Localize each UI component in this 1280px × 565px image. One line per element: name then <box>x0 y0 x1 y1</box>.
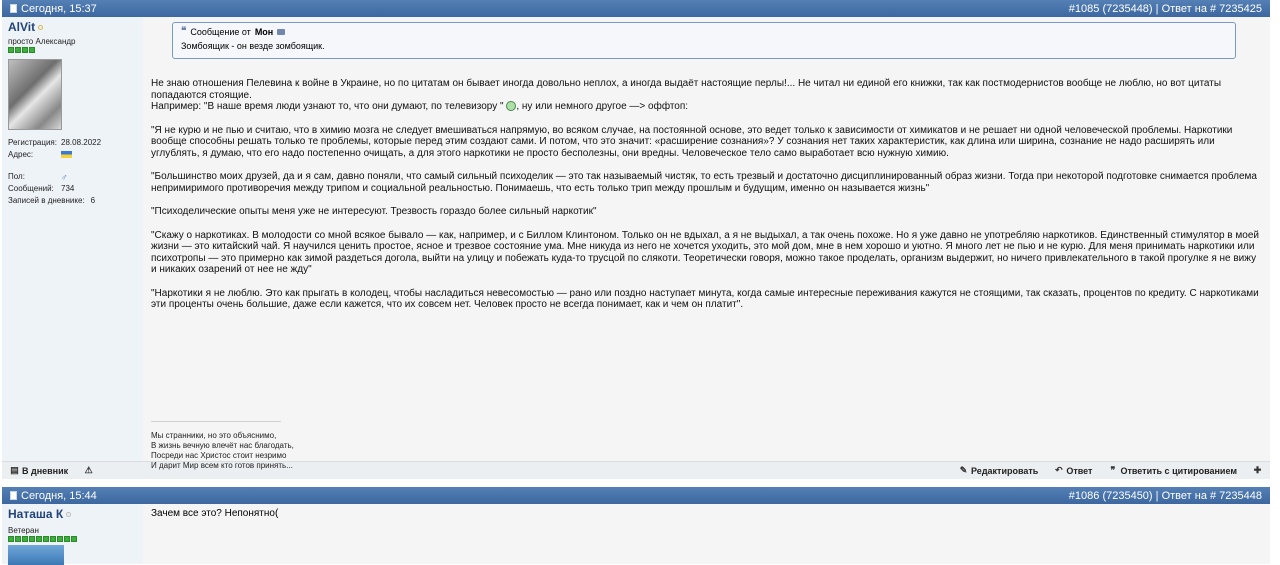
post-date: Сегодня, 15:37 <box>21 2 97 15</box>
signature: Мы странники, но это объяснимо, В жизнь вечную влечёт нас благодать, Посреди нас Христос стоит незримо И дарит Мир всем кто готов принять... <box>151 431 294 470</box>
post-number-link[interactable]: #1085 (7235448) <box>1068 2 1153 15</box>
paragraph: "Психоделические опыты меня уже не интересуют. Трезвость гораздо более сильный наркотик" <box>151 206 597 217</box>
message-text <box>151 78 1261 323</box>
paragraph: Например: "В наше время люди узнают то, что они думают, по телевизору " <box>151 101 504 112</box>
quote-header: Сообщение от <box>190 26 251 37</box>
reply-to-link[interactable]: # 7235425 <box>1210 2 1262 15</box>
ukraine-flag-icon <box>61 151 72 158</box>
quote-icon: ❝ <box>181 26 187 37</box>
reputation-bar <box>8 536 137 542</box>
message-text: Зачем все это? Непонятно( <box>151 508 279 519</box>
paragraph: "Я не курю и не пью и считаю, что в химию мозга не следует вмешиваться напрямую, во всяком случае, на постоянной основе, это ведет только к зависимости от химикатов и не решает ни одной человеческой проблемы. Наркотики вообще способны решать только те проблемы, которые перед этим создают сами. И потом, что это значит: «расширение сознания»? У сознания нет таких характеристик, как длина или ширина, сознание не надо расширять или углублять, я думаю, что его надо постепенно очищать, а для этого наркотики не просто бесполезны, они вредны. Человеческое тело само выработает всю нужную химию. <box>151 124 1233 159</box>
reg-value: 28.08.2022 <box>61 138 102 147</box>
paragraph: "Скажу о наркотиках. В молодости со мной всякое бывало — как, например, и с Биллом Клинтоном. Только он не вдыхал, а я не выдыхал, а так очень похоже. Но я уже давно не употребляю наркотиков. Единственный стимулятор в моей жизни — это китайский чай. Я научился ценить простое, ясное и трезвое состояние ума. Мне никуда из него не хочется уходить, это мой дом, мне в нем хорошо и уютно. Я много лет не пью и не курю. Для меня принимать наркотики или психотропы — это примерно как зимой раздеться догола, выйти на улицу и побежать куда-то трусцой по слякоти. Теоретически говоря, можно такое проделать, организм выдержит, но ничего привлекательного в такой прогулке я не вижу и никаких озарений от нее не жду" <box>151 229 1259 275</box>
avatar[interactable] <box>8 545 64 565</box>
user-info <box>2 504 143 564</box>
quote-text: Зомбоящик - он везде зомбоящик. <box>181 41 325 51</box>
diary-button[interactable]: ▤ В дневник <box>10 465 69 476</box>
pencil-icon: ✎ <box>959 465 968 475</box>
username-link[interactable]: Наташа К <box>8 507 64 521</box>
post-date: Сегодня, 15:44 <box>21 489 97 502</box>
message-content <box>143 17 1270 470</box>
post-icon <box>10 491 17 500</box>
reply-button[interactable]: ↶ Ответ <box>1055 465 1093 476</box>
multiquote-button[interactable] <box>1253 466 1262 475</box>
reply-arrow-icon: ↶ <box>1055 465 1063 475</box>
report-button[interactable] <box>84 466 93 475</box>
avatar[interactable] <box>8 59 62 130</box>
paragraph: , ну или немного другое —> оффтоп: <box>516 101 689 112</box>
message-content <box>143 504 1270 564</box>
post-number-link[interactable]: #1086 (7235450) <box>1068 489 1153 502</box>
view-post-icon[interactable] <box>277 29 285 35</box>
reply-to-label: Ответ на <box>1161 489 1207 502</box>
post-body <box>2 17 1270 470</box>
online-status-icon <box>38 25 43 30</box>
user-info <box>2 17 143 461</box>
quote-bubble-icon: ❞ <box>1110 465 1116 475</box>
username-link[interactable]: AlVit <box>8 20 36 34</box>
post-icon <box>10 4 17 13</box>
signature-divider <box>151 421 281 422</box>
post-body <box>2 504 1270 564</box>
quote-author: Мон <box>254 26 274 37</box>
addr-label: Адрес: <box>8 150 34 159</box>
diary-value: 6 <box>90 196 96 205</box>
warning-icon: ⚠ <box>84 465 93 475</box>
paragraph: "Большинство моих друзей, да и я сам, давно поняли, что самый сильный психоделик — это так называемый чистяк, то есть трезвый и достаточно дисциплинированный образ жизни. Тогда при некоторой подготовке снимается проблема непримиримого противоречия между трипом и социальной реальностью. Понимаешь, что есть только трип между прошлым и будущим, именно он называется жизнь" <box>151 171 1257 194</box>
reg-label: Регистрация: <box>8 138 57 147</box>
paragraph: Не знаю отношения Пелевина к войне в Украине, но по цитатам он бывает иногда довольно неплох, а иногда выдаёт настоящие перлы!... Не читал ни единой его книжки, так как постмодернистов вообще не люблю, но вот цитаты попадаются стоящие. <box>151 78 1222 101</box>
male-icon: ♂ <box>61 172 68 182</box>
paragraph: "Наркотики я не люблю. Это как прыгать в колодец, чтобы насладиться невесомостью — рано или поздно наступает минута, когда самые интересные переживания кажутся не стоящими, так сказать, процентов по кредиту. С наркотиками эти проценты очень большие, даже если кажется, что их совсем нет. Человек просто не всегда понимает, как и чем он платит". <box>151 287 1259 310</box>
diary-icon: ▤ <box>10 465 19 475</box>
user-title: просто Александр <box>8 37 76 46</box>
offline-status-icon <box>66 512 71 517</box>
edit-button[interactable]: ✎ Редактировать <box>959 465 1039 476</box>
post-header: Сегодня, 15:37 #1085 (7235448) | Ответ на # 7235425 <box>2 0 1270 17</box>
multiquote-icon: ✚ <box>1253 465 1262 475</box>
msgs-label: Сообщений: <box>8 184 54 193</box>
diary-label: Записей в дневнике: <box>8 196 85 205</box>
reputation-bar <box>8 47 137 53</box>
msgs-value: 734 <box>61 184 75 193</box>
smiley-icon <box>506 101 516 111</box>
thread-page <box>2 0 1270 564</box>
user-title: Ветеран <box>8 526 39 535</box>
reply-to-link[interactable]: # 7235448 <box>1210 489 1262 502</box>
quote-reply-button[interactable]: ❞ Ответить с цитированием <box>1108 466 1237 476</box>
reply-to-label: Ответ на <box>1161 2 1207 15</box>
sex-label: Пол: <box>8 172 25 181</box>
post-header: Сегодня, 15:44 #1086 (7235450) | Ответ на # 7235448 <box>2 487 1270 504</box>
quote-block <box>172 22 1236 59</box>
